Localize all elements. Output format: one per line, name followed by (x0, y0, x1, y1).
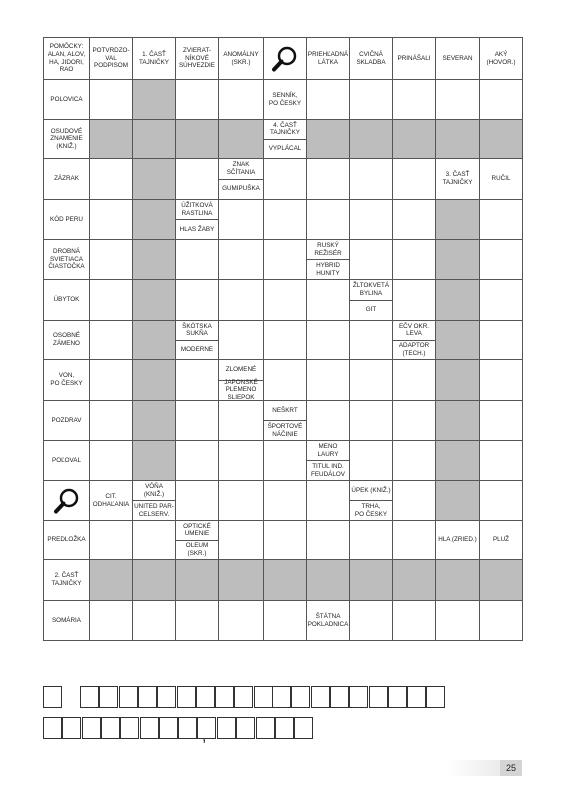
solution-letter-box[interactable] (234, 686, 253, 708)
solution-letter-box[interactable] (119, 686, 138, 708)
answer-cell[interactable] (218, 279, 264, 321)
answer-cell[interactable] (89, 199, 133, 240)
clue-cell: OLEUM (SKR.) (175, 540, 219, 561)
shaded-answer-cell[interactable] (132, 239, 176, 280)
answer-cell[interactable] (479, 440, 523, 481)
answer-cell[interactable] (349, 239, 393, 280)
clue-cell: HLAS ŽABY (175, 219, 219, 240)
clue-cell: 2. ČASŤ TAJNIČKY (43, 559, 90, 601)
shaded-answer-cell[interactable] (132, 279, 176, 321)
answer-cell[interactable] (175, 79, 219, 120)
shaded-answer-cell[interactable] (392, 559, 436, 601)
answer-cell[interactable] (479, 79, 523, 120)
clue-cell: ŠPORTOVÉ NÁČINIE (263, 420, 307, 441)
clue-cell: PREDLOŽKA (43, 520, 90, 560)
clue-cell: MENO LAURY (306, 440, 350, 461)
clue-cell: GUMIPUŠKA (218, 179, 264, 201)
clue-cell: HLA (ZRIED.) (435, 520, 480, 560)
solution-letter-box[interactable] (80, 686, 99, 708)
crossword-grid (43, 37, 522, 640)
solution-letter-box[interactable] (159, 717, 178, 739)
clue-cell: OSOBNÉ ZÁMENO (43, 320, 90, 360)
clue-cell: 4. ČASŤ TAJNIČKY (263, 119, 307, 140)
solution-letter-box[interactable] (256, 717, 275, 739)
answer-cell[interactable] (263, 359, 307, 401)
answer-cell[interactable] (435, 600, 480, 641)
answer-cell[interactable] (479, 239, 523, 280)
shaded-answer-cell[interactable] (479, 559, 523, 601)
solution-letter-box[interactable] (407, 686, 426, 708)
answer-cell[interactable] (218, 440, 264, 481)
clue-cell: POĽOVAL (43, 440, 90, 481)
answer-cell[interactable] (479, 320, 523, 360)
clue-cell: AKÝ (HOVOR.) (479, 37, 523, 80)
solution-letter-box[interactable] (254, 686, 273, 708)
solution-letter-box[interactable] (99, 686, 118, 708)
shaded-answer-cell[interactable] (435, 559, 480, 601)
clue-cell: TRHA, PO ČESKY (349, 500, 393, 521)
answer-cell[interactable] (132, 520, 176, 560)
answer-cell[interactable] (392, 400, 436, 441)
clue-cell: GIT (349, 300, 393, 322)
answer-cell[interactable] (349, 199, 393, 240)
answer-cell[interactable] (349, 359, 393, 401)
solution-letter-box[interactable] (426, 686, 445, 708)
solution-letter-box[interactable] (311, 686, 330, 708)
clue-cell: CIT. ODHAĽANIA (89, 480, 133, 521)
solution-letter-box[interactable] (178, 717, 197, 739)
shaded-answer-cell[interactable] (132, 199, 176, 240)
answer-cell[interactable] (263, 520, 307, 560)
shaded-answer-cell[interactable] (132, 359, 176, 401)
clue-cell: PLUŽ (479, 520, 523, 560)
answer-cell[interactable] (218, 239, 264, 280)
answer-cell[interactable] (218, 600, 264, 641)
shaded-answer-cell[interactable] (435, 239, 480, 280)
clue-cell: DROBNÁ SVIETIACA ČIASTOČKA (43, 239, 90, 280)
answer-cell[interactable] (392, 520, 436, 560)
shaded-answer-cell[interactable] (132, 158, 176, 200)
answer-cell[interactable] (89, 600, 133, 641)
answer-cell[interactable] (89, 320, 133, 360)
solution-letter-box[interactable] (275, 717, 294, 739)
answer-cell[interactable] (392, 279, 436, 321)
shaded-answer-cell[interactable] (306, 559, 350, 601)
shaded-answer-cell[interactable] (435, 320, 480, 360)
clue-cell: ZÁZRAK (43, 158, 90, 200)
shaded-answer-cell[interactable] (435, 480, 480, 521)
answer-cell[interactable] (263, 199, 307, 240)
answer-cell[interactable] (349, 79, 393, 120)
solution-letter-box[interactable] (294, 717, 313, 739)
shaded-answer-cell[interactable] (306, 119, 350, 159)
clue-cell: POTVRDZO- VAL PODPISOM (89, 37, 133, 80)
clue-cell: ZLOMENÉ (218, 359, 264, 381)
solution-letter-box[interactable] (330, 686, 349, 708)
shaded-answer-cell[interactable] (435, 279, 480, 321)
answer-cell[interactable] (479, 359, 523, 401)
solution-letter-box[interactable] (138, 686, 157, 708)
solution-letter-box[interactable] (369, 686, 388, 708)
clue-cell: ZNAK SČÍTANIA (218, 158, 264, 180)
answer-cell[interactable] (89, 79, 133, 120)
clue-cell: 1. ČASŤ TAJNIČKY (132, 37, 176, 80)
answer-cell[interactable] (435, 79, 480, 120)
answer-cell[interactable] (349, 440, 393, 481)
clue-cell: VYPLÁCAL (263, 139, 307, 160)
solution-letter-box[interactable] (349, 686, 368, 708)
solution-letter-box[interactable] (82, 717, 101, 739)
clue-cell: POLOVICA (43, 79, 90, 120)
answer-cell[interactable] (218, 480, 264, 521)
answer-cell[interactable] (175, 279, 219, 321)
answer-cell[interactable] (479, 279, 523, 321)
shaded-answer-cell[interactable] (435, 119, 480, 159)
clue-cell: POMÔCKY: ALAN, ALOV, HA, JIDORI, RAO (43, 37, 90, 80)
clue-cell: SENNÍK, PO ČESKY (263, 79, 307, 120)
clue-cell: UNITED PAR- CELSERV. (132, 500, 176, 521)
solution-letter-box[interactable] (272, 686, 291, 708)
answer-cell[interactable] (263, 158, 307, 200)
clue-cell: RUSKÝ REŽISÉR (306, 239, 350, 260)
solution-letter-box[interactable] (43, 686, 62, 708)
answer-cell[interactable] (306, 199, 350, 240)
solution-letter-box[interactable] (62, 717, 81, 739)
shaded-answer-cell[interactable] (479, 119, 523, 159)
answer-cell[interactable] (349, 158, 393, 200)
clue-cell: PRINÁŠALI (392, 37, 436, 80)
page-number: 25 (500, 760, 522, 776)
clue-cell: ÚPEK (KNIŽ.) (349, 480, 393, 501)
clue-cell: PRIEHĽADNÁ LÁTKA (306, 37, 350, 80)
answer-cell[interactable] (218, 400, 264, 441)
shaded-answer-cell[interactable] (89, 559, 133, 601)
shaded-answer-cell[interactable] (349, 559, 393, 601)
solution-letter-box[interactable] (120, 717, 139, 739)
solution-letter-box[interactable] (217, 717, 236, 739)
answer-cell[interactable] (392, 239, 436, 280)
shaded-answer-cell[interactable] (435, 400, 480, 441)
clue-cell: ŠKÓTSKA SUKŇA (175, 320, 219, 341)
answer-cell[interactable] (306, 158, 350, 200)
answer-cell[interactable] (263, 279, 307, 321)
answer-cell[interactable] (89, 359, 133, 401)
shaded-answer-cell[interactable] (132, 119, 176, 159)
answer-cell[interactable] (175, 600, 219, 641)
answer-cell[interactable] (89, 279, 133, 321)
clue-cell: ADAPTOR (TECH.) (392, 340, 436, 361)
clue-cell: HYBRID HUNITY (306, 259, 350, 280)
answer-cell[interactable] (392, 440, 436, 481)
answer-cell[interactable] (392, 600, 436, 641)
clue-cell: ANOMÁLNY (SKR.) (218, 37, 264, 80)
answer-cell[interactable] (392, 480, 436, 521)
answer-cell[interactable] (175, 359, 219, 401)
answer-cell[interactable] (306, 480, 350, 521)
shaded-answer-cell[interactable] (132, 79, 176, 120)
answer-cell[interactable] (392, 359, 436, 401)
answer-cell[interactable] (306, 320, 350, 360)
magnifier-icon (263, 37, 307, 80)
clue-cell: OPTICKÉ UMENIE (175, 520, 219, 541)
clue-cell: JAPONSKÉ PLEMENO SLIEPOK (218, 380, 264, 402)
answer-cell[interactable] (175, 158, 219, 200)
answer-cell[interactable] (479, 400, 523, 441)
answer-cell[interactable] (263, 320, 307, 360)
solution-letter-box[interactable] (43, 717, 62, 739)
answer-cell[interactable] (349, 320, 393, 360)
answer-cell[interactable] (89, 520, 133, 560)
clue-cell: SOMÁRIA (43, 600, 90, 641)
clue-cell: POZDRAV (43, 400, 90, 441)
answer-cell[interactable] (392, 158, 436, 200)
answer-cell[interactable] (479, 199, 523, 240)
answer-cell[interactable] (392, 199, 436, 240)
clue-cell: VON, PO ČESKY (43, 359, 90, 401)
clue-cell: SEVERAN (435, 37, 480, 80)
clue-cell: KÓD PERU (43, 199, 90, 240)
shaded-answer-cell[interactable] (132, 320, 176, 360)
answer-cell[interactable] (89, 440, 133, 481)
solution-letter-box[interactable] (101, 717, 120, 739)
answer-cell[interactable] (349, 600, 393, 641)
answer-cell[interactable] (89, 239, 133, 280)
clue-cell: EČV OKR. LEVA (392, 320, 436, 341)
shaded-answer-cell[interactable] (175, 119, 219, 159)
answer-cell[interactable] (479, 480, 523, 521)
answer-cell[interactable] (306, 359, 350, 401)
shaded-answer-cell[interactable] (263, 559, 307, 601)
clue-cell: ŽLTOKVETÁ BYLINA (349, 279, 393, 301)
answer-cell[interactable] (263, 440, 307, 481)
solution-letter-box[interactable] (196, 686, 215, 708)
answer-cell[interactable] (175, 239, 219, 280)
answer-cell[interactable] (218, 520, 264, 560)
shaded-answer-cell[interactable] (435, 359, 480, 401)
shaded-answer-cell[interactable] (175, 559, 219, 601)
answer-cell[interactable] (349, 520, 393, 560)
clue-cell: 3. ČASŤ TAJNIČKY (435, 158, 480, 200)
answer-cell[interactable] (218, 199, 264, 240)
shaded-answer-cell[interactable] (89, 119, 133, 159)
answer-cell[interactable] (89, 400, 133, 441)
clue-cell: ŠTÁTNA POKLADNICA (306, 600, 350, 641)
answer-cell[interactable] (175, 440, 219, 481)
shaded-answer-cell[interactable] (392, 119, 436, 159)
shaded-answer-cell[interactable] (435, 199, 480, 240)
answer-cell[interactable] (218, 79, 264, 120)
solution-letter-box[interactable] (215, 686, 234, 708)
answer-cell[interactable] (132, 600, 176, 641)
shaded-answer-cell[interactable] (218, 119, 264, 159)
solution-letter-box[interactable] (291, 686, 310, 708)
answer-cell[interactable] (479, 600, 523, 641)
solution-letter-box[interactable] (388, 686, 407, 708)
clue-cell: MODERNE (175, 340, 219, 361)
clue-cell: OSUDOVÉ ZNAMENIE (KNIŽ.) (43, 119, 90, 159)
shaded-answer-cell[interactable] (349, 119, 393, 159)
clue-cell: ÚBYTOK (43, 279, 90, 321)
answer-cell[interactable] (263, 600, 307, 641)
answer-cell[interactable] (175, 480, 219, 521)
answer-cell[interactable] (306, 279, 350, 321)
answer-cell[interactable] (306, 400, 350, 441)
magnifier-icon (43, 480, 90, 521)
solution-letter-box[interactable] (177, 686, 196, 708)
solution-letter-box[interactable] (140, 717, 159, 739)
answer-cell[interactable] (306, 520, 350, 560)
clue-cell: CVIČNÁ SKLADBA (349, 37, 393, 80)
clue-cell: ZVIERAT- NÍKOVÉ SÚHVEZDIE (175, 37, 219, 80)
answer-cell[interactable] (175, 400, 219, 441)
clue-cell: TITUL IND. FEUDÁLOV (306, 460, 350, 481)
clue-cell: ÚŽITKOVÁ RASTLINA (175, 199, 219, 220)
clue-cell: RUČIL (479, 158, 523, 200)
answer-cell[interactable] (392, 79, 436, 120)
shaded-answer-cell[interactable] (435, 440, 480, 481)
answer-cell[interactable] (263, 480, 307, 521)
clue-cell: VÔŇA (KNIŽ.) (132, 480, 176, 501)
solution-letter-box[interactable] (236, 717, 255, 739)
shaded-answer-cell[interactable] (132, 559, 176, 601)
answer-cell[interactable] (349, 400, 393, 441)
solution-letter-box[interactable] (197, 717, 216, 739)
answer-cell[interactable] (89, 158, 133, 200)
answer-cell[interactable] (306, 79, 350, 120)
shaded-answer-cell[interactable] (132, 400, 176, 441)
clue-cell: NEŠKRT (263, 400, 307, 421)
solution-letter-box[interactable] (157, 686, 176, 708)
shaded-answer-cell[interactable] (132, 440, 176, 481)
answer-cell[interactable] (263, 239, 307, 280)
shaded-answer-cell[interactable] (218, 559, 264, 601)
answer-cell[interactable] (218, 320, 264, 360)
